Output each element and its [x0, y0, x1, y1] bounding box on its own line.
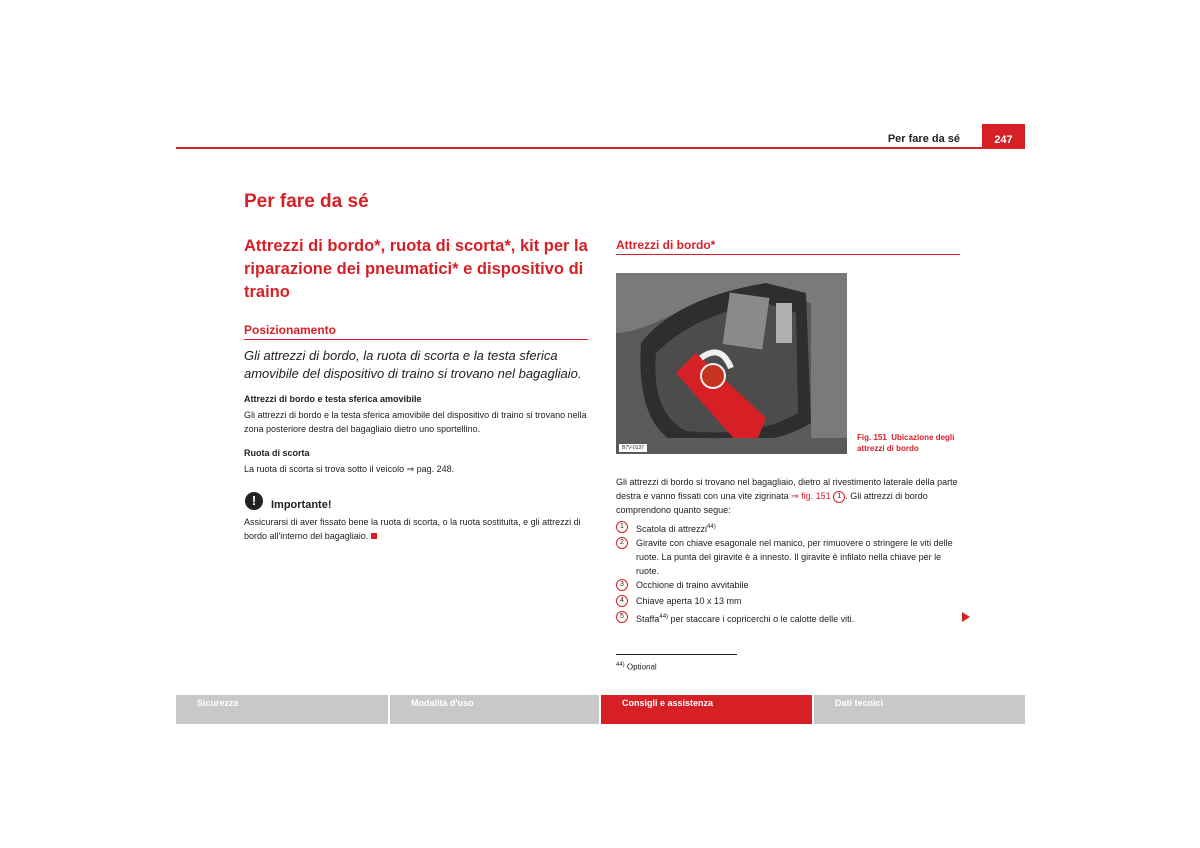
tools-body-start: Gli attrezzi di bordo si trovano nel bagagliaio, dietro al rivestimento laterale della parte destra e vanno fissati con una vite zigrinata — [616, 477, 958, 501]
list-item — [616, 536, 966, 578]
continue-arrow-icon — [962, 612, 970, 622]
callout-number: 1 — [833, 491, 845, 503]
list-item-text-continued: per staccare i copricerchi o le calotte delle viti. — [668, 614, 855, 624]
subsection-rule — [244, 339, 588, 340]
footnote — [616, 662, 657, 672]
para-heading-tools: Attrezzi di bordo e testa sferica amovibile — [244, 394, 422, 404]
list-item-text: Scatola di attrezzi — [636, 524, 708, 534]
section-title: Attrezzi di bordo*, ruota di scorta*, kit per la riparazione dei pneumatici* e dispositivo di traino — [244, 237, 588, 301]
list-item-number: 5 — [616, 611, 628, 623]
footnote-rule — [616, 654, 737, 655]
subsection-rule-right — [616, 254, 960, 255]
warning-icon: ! — [245, 492, 263, 510]
figure-reference-link[interactable]: ⇒ fig. 151 — [791, 491, 831, 501]
footer-tab-dati-tecnici[interactable]: Dati tecnici — [814, 695, 1025, 724]
figure-label: Fig. 151 — [857, 433, 887, 442]
list-item — [616, 594, 966, 608]
important-note — [244, 515, 590, 543]
trunk-tools-illustration — [616, 273, 847, 454]
page-number: 247 — [982, 124, 1025, 148]
important-title: Importante! — [271, 499, 332, 511]
list-item-text: Occhione di traino avvitabile — [636, 580, 749, 590]
important-text: Assicurarsi di aver fissato bene la ruota di scorta, o la ruota sostituita, e gli attrezzi di bordo all'interno del bagagliaio. — [244, 517, 581, 541]
footer-tab-sicurezza[interactable]: Sicurezza — [176, 695, 388, 724]
footnote-ref: 44) — [659, 614, 669, 620]
photo-code: B7V-0137 — [619, 444, 647, 452]
chapter-title: Per fare da sé — [244, 191, 369, 212]
para-text-tools: Gli attrezzi di bordo e la testa sferica amovibile del dispositivo di traino si trovano nella zona posteriore destra del bagagliaio dietro uno sportellino. — [244, 410, 587, 434]
header-rule — [176, 147, 1025, 149]
figure-caption-text: Ubicazione degli attrezzi di bordo — [857, 433, 955, 453]
trunk-tools-photo — [616, 273, 847, 454]
list-item — [616, 578, 966, 592]
list-item-text: Giravite con chiave esagonale nel manico, per rimuovere o stringere le viti delle ruote. La punta del giravite è a innesto. Il giravite è infilato nella chiave per le ruote. — [636, 538, 953, 576]
figure-caption — [857, 432, 967, 454]
tools-body-text — [616, 475, 966, 517]
footnote-ref: 44) — [707, 524, 716, 530]
footnote-mark: 44) — [616, 662, 625, 668]
list-item-text: Chiave aperta 10 x 13 mm — [636, 596, 742, 606]
list-item — [616, 610, 966, 626]
subsection-title-positioning: Posizionamento — [244, 323, 337, 337]
list-item-text: Staffa — [636, 614, 660, 624]
para-text-spare-wheel: La ruota di scorta si trova sotto il veicolo ⇒ pag. 248. — [244, 464, 455, 474]
footnote-text: Optional — [626, 662, 657, 672]
list-item-number: 2 — [616, 537, 628, 549]
footer-tab-consigli-assistenza[interactable]: Consigli e assistenza — [601, 695, 812, 724]
list-item-number: 1 — [616, 521, 628, 533]
para-heading-spare-wheel: Ruota di scorta — [244, 448, 310, 458]
footer-tab-modalita-uso[interactable]: Modalità d'uso — [390, 695, 599, 724]
end-of-section-icon — [371, 533, 377, 539]
tools-body-end: . Gli attrezzi di bordo comprendono quanto segue: — [616, 491, 928, 515]
subsection-title-tools: Attrezzi di bordo* — [616, 238, 716, 252]
running-header-title: Per fare da sé — [887, 133, 960, 145]
intro-paragraph: Gli attrezzi di bordo, la ruota di scorta e la testa sferica amovibile del dispositivo di traino si trovano nel bagagliaio. — [244, 348, 582, 381]
list-item-number: 3 — [616, 579, 628, 591]
list-item — [616, 520, 966, 536]
list-item-number: 4 — [616, 595, 628, 607]
